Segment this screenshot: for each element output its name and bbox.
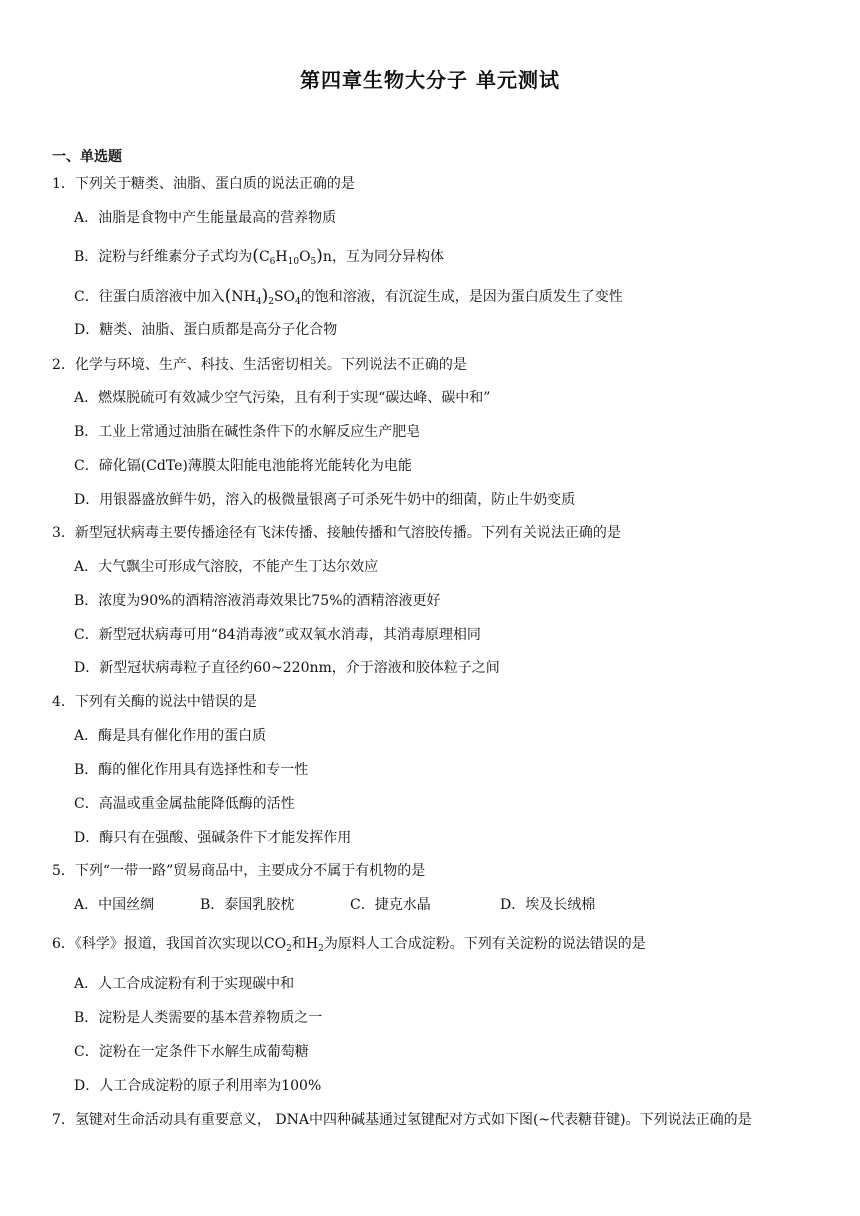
question-3-option-d: D．新型冠状病毒粒子直径约60~220nm，介于溶液和胶体粒子之间 <box>74 660 500 676</box>
question-3-option-b: B．浓度为90%的酒精溶液消毒效果比75%的酒精溶液更好 <box>74 593 441 609</box>
question-6-stem: 6．《科学》报道，我国首次实现以$CO_2$和$H_2$为原料人工合成淀粉。下列有关淀粉的说法错误的是 <box>52 936 646 954</box>
formula-co2: $CO_2$ <box>263 936 292 954</box>
question-5-option-b: B．泰国乳胶枕 <box>200 897 295 913</box>
question-2-option-c: C．碲化镉(CdTe)薄膜太阳能电池能将光能转化为电能 <box>74 458 412 474</box>
question-2-stem: 2．化学与环境、生产、科技、生活密切相关。下列说法不正确的是 <box>52 357 467 373</box>
question-6-option-a: A．人工合成淀粉有利于实现碳中和 <box>74 976 295 992</box>
question-1-option-b: B．淀粉与纤维素分子式均为$(C_6H_{10}O_5)n$，互为同分异构体 <box>74 246 444 267</box>
question-4-option-a: A．酶是具有催化作用的蛋白质 <box>74 728 267 744</box>
question-5-stem: 5．下列“一带一路”贸易商品中，主要成分不属于有机物的是 <box>52 863 426 879</box>
question-2-option-a: A．燃煤脱硫可有效减少空气污染，且有利于实现“碳达峰、碳中和” <box>74 390 491 406</box>
question-4-option-d: D．酶只有在强酸、强碱条件下才能发挥作用 <box>74 830 352 846</box>
question-3-option-c: C．新型冠状病毒可用“84消毒液”或双氧水消毒，其消毒原理相同 <box>74 627 481 643</box>
question-2-option-d: D．用银器盛放鲜牛奶，溶入的极微量银离子可杀死牛奶中的细菌，防止牛奶变质 <box>74 492 576 508</box>
question-1-option-c: C．往蛋白质溶液中加入$(NH_4)_2SO_4$的饱和溶液，有沉淀生成，是因为蛋白质发生了变性 <box>74 286 623 307</box>
question-3-option-a: A．大气飘尘可形成气溶胶，不能产生丁达尔效应 <box>74 559 379 575</box>
question-6-option-b: B．淀粉是人类需要的基本营养物质之一 <box>74 1010 323 1026</box>
formula-h2: $H_2$ <box>305 936 324 954</box>
formula-starch: $(C_6H_{10}O_5)$ <box>252 246 323 267</box>
question-6-option-d: D．人工合成淀粉的原子利用率为100% <box>74 1078 322 1094</box>
question-7-stem: 7．氢键对生命活动具有重要意义， DNA中四种碱基通过氢键配对方式如下图(~代表糖苷键)。下列说法正确的是 <box>52 1112 752 1128</box>
section-heading: 一、单选题 <box>52 149 122 165</box>
page-title: 第四章生物大分子 单元测试 <box>300 68 560 92</box>
question-5-option-c: C．捷克水晶 <box>350 897 431 913</box>
question-1-stem: 1．下列关于糖类、油脂、蛋白质的说法正确的是 <box>52 176 355 192</box>
question-5-option-d: D．埃及长绒棉 <box>500 897 596 913</box>
question-5-option-a: A．中国丝绸 <box>74 897 155 913</box>
question-3-stem: 3．新型冠状病毒主要传播途径有飞沫传播、接触传播和气溶胶传播。下列有关说法正确的是 <box>52 525 621 541</box>
question-1-option-d: D．糖类、油脂、蛋白质都是高分子化合物 <box>74 322 338 338</box>
question-6-option-c: C．淀粉在一定条件下水解生成葡萄糖 <box>74 1044 309 1060</box>
question-4-stem: 4．下列有关酶的说法中错误的是 <box>52 694 257 710</box>
question-5-options <box>74 895 595 915</box>
question-4-option-c: C．高温或重金属盐能降低酶的活性 <box>74 796 295 812</box>
question-4-option-b: B．酶的催化作用具有选择性和专一性 <box>74 762 309 778</box>
formula-ammonium-sulfate: $(NH_4)_2SO_4$ <box>224 286 301 307</box>
question-1-option-a: A．油脂是食物中产生能量最高的营养物质 <box>74 210 337 226</box>
question-2-option-b: B．工业上常通过油脂在碱性条件下的水解反应生产肥皂 <box>74 424 421 440</box>
